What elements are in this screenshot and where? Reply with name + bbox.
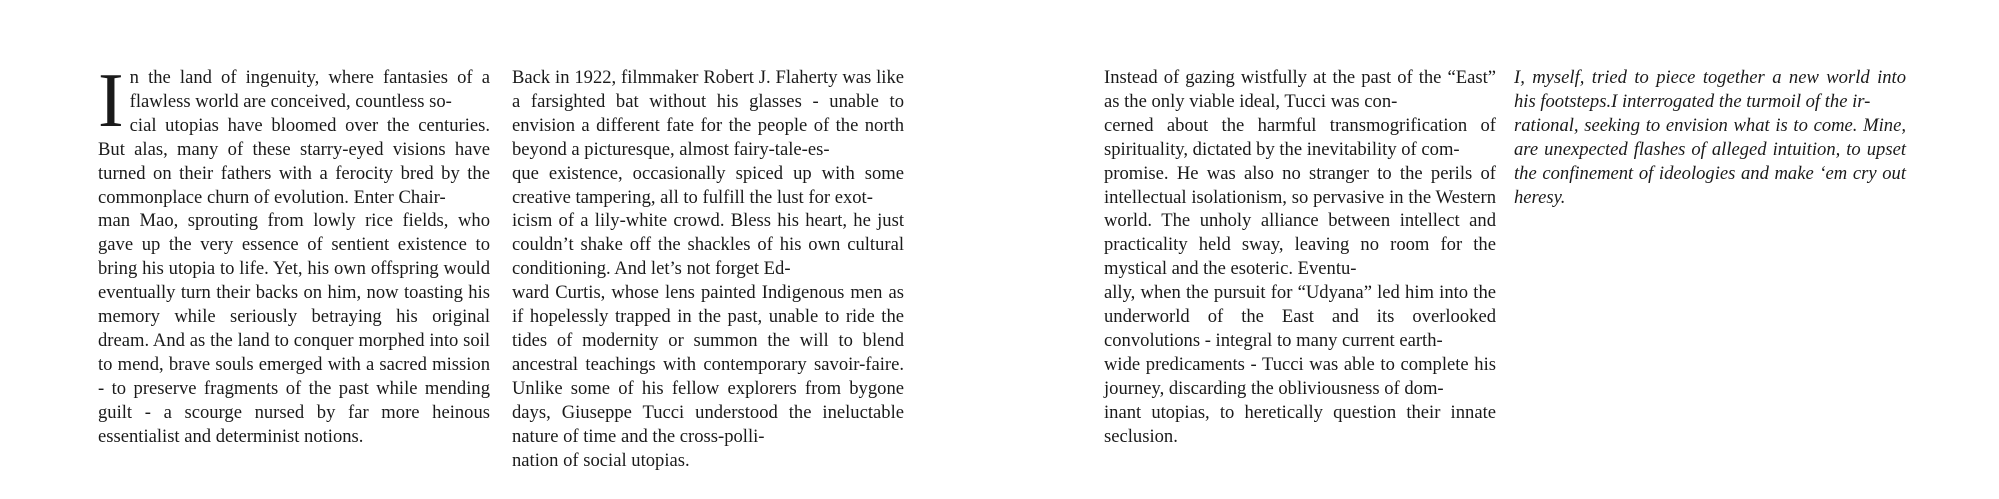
drop-cap: I bbox=[98, 57, 124, 143]
column-1-paragraph: n the land of ingenuity, where fantasies of a flawless world are conceived, countless so- cial utopias have bloomed over the centuries. But alas, many of these starry-eyed visions have turned on their fathers with a ferocity bred by the commonplace churn of evolution. Enter Chair- man Mao, sprouting from lowly rice fields, who gave up the very essence of sentient existence to bring his utopia to life. Yet, his own offspring would eventually turn their backs on him, now toasting his memory while seriously betraying his original dream. And as the land to conquer morphed into soil to mend, brave souls emerged with a sacred mission - to preserve fragments of the past while mending guilt - a scourge nursed by far more heinous essentialist and determinist notions. bbox=[98, 67, 490, 447]
column-4-paragraph: I, myself, tried to piece together a new world into his footsteps.I interrogated the turmoil of the ir- rational, seeking to envision what is to come. Mine, are unexpected flashes of alleged intuition, to upset the confinement of ideologies and make ‘em cry out heresy. bbox=[1514, 67, 1906, 208]
column-3-paragraph: Instead of gazing wistfully at the past of the “East” as the only viable ideal, Tucci was con- cerned about the harmful transmogrification of spirituality, dictated by the inevitability of com- promise. He was also no stranger to the perils of intellectual isolationism, so pervasive in the Western world. The unholy alliance between intellect and practicality held sway, leaving no room for the mystical and the esoteric. Eventu- ally, when the pursuit for “Udyana” led him into the underworld of the East and its overlooked convolutions - integral to many current earth- wide predicaments - Tucci was able to complete his journey, discarding the obliviousness of dom- inant utopias, to heretically question their innate seclusion. bbox=[1104, 67, 1496, 447]
text-column-4-italic bbox=[1514, 66, 1906, 209]
column-2-paragraph: Back in 1922, filmmaker Robert J. Flaherty was like a farsighted bat without his glasses - unable to envision a different fate for the people of the north beyond a picturesque, almost fairy-tale-es- que existence, occasionally spiced up with some creative tampering, all to fulfill the lust for exot- icism of a lily-white crowd. Bless his heart, he just couldn’t shake off the shackles of his own cultural conditioning. And let’s not forget Ed- ward Curtis, whose lens painted Indigenous men as if hopelessly trapped in the past, unable to ride the tides of modernity or summon the will to blend ancestral teachings with contemporary savoir-faire. Unlike some of his fellow explorers from bygone days, Giuseppe Tucci understood the ineluctable nature of time and the cross-polli- nation of social utopias. bbox=[512, 67, 904, 471]
text-column-3 bbox=[1104, 66, 1496, 449]
text-column-1 bbox=[98, 57, 490, 449]
text-column-2 bbox=[512, 66, 904, 472]
